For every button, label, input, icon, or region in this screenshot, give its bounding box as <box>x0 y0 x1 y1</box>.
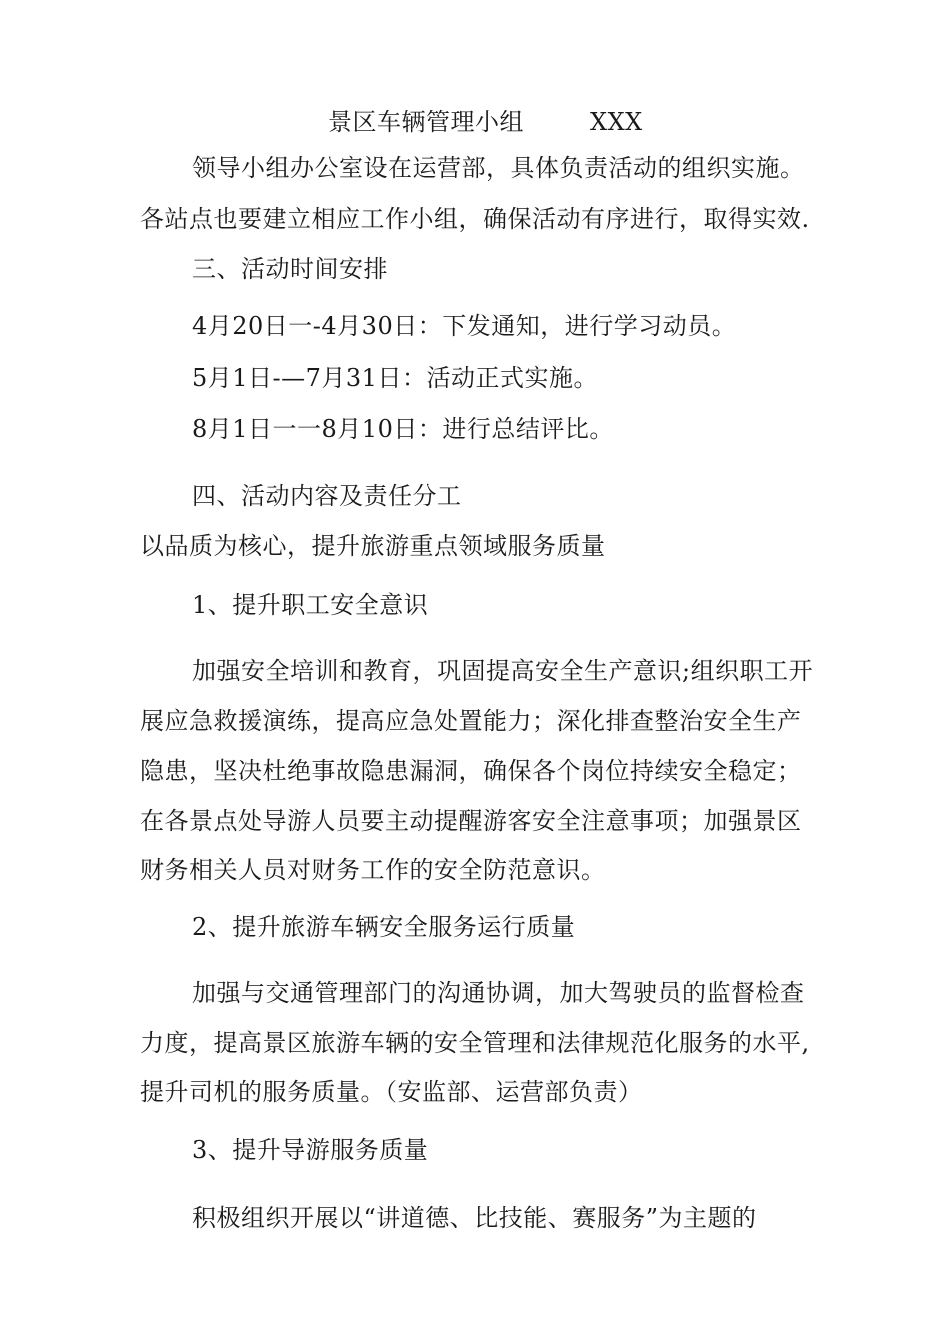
item-heading: 3、提升导游服务质量 <box>192 1136 429 1164</box>
paragraph-line: 加强与交通管理部门的沟通协调，加大驾驶员的监督检查 <box>192 979 805 1007</box>
item-heading: 2、提升旅游车辆安全服务运行质量 <box>192 913 576 941</box>
section-heading: 四、活动内容及责任分工 <box>192 482 462 510</box>
schedule-item: 4月20日一-4月30日：下发通知，进行学习动员。 <box>192 312 737 340</box>
header-code: XXX <box>590 108 643 136</box>
paragraph-line: 力度，提高景区旅游车辆的安全管理和法律规范化服务的水平, <box>140 1029 810 1057</box>
item-heading: 1、提升职工安全意识 <box>192 591 429 619</box>
paragraph-line: 积极组织开展以“讲道德、比技能、赛服务”为主题的 <box>192 1204 757 1232</box>
paragraph-line: 提升司机的服务质量。（安监部、运营部负责） <box>140 1078 643 1106</box>
schedule-item: 5月1日-—7月31日：活动正式实施。 <box>192 364 598 392</box>
paragraph-line: 在各景点处导游人员要主动提醒游客安全注意事项；加强景区 <box>140 807 802 835</box>
paragraph-line: 财务相关人员对财务工作的安全防范意识。 <box>140 856 606 884</box>
paragraph-line: 加强安全培训和教育，巩固提高安全生产意识;组织职工开 <box>192 657 814 685</box>
paragraph-line: 各站点也要建立相应工作小组，确保活动有序进行，取得实效. <box>140 205 810 233</box>
paragraph-line: 领导小组办公室设在运营部，具体负责活动的组织实施。 <box>192 154 805 182</box>
paragraph-line: 展应急救援演练，提高应急处置能力；深化排查整治安全生产 <box>140 707 802 735</box>
schedule-item: 8月1日一一8月10日：进行总结评比。 <box>192 415 614 443</box>
section-subheading: 以品质为核心，提升旅游重点领域服务质量 <box>140 532 606 560</box>
header-title: 景区车辆管理小组 <box>328 108 524 136</box>
section-heading: 三、活动时间安排 <box>192 255 388 283</box>
paragraph-line: 隐患，坚决杜绝事故隐患漏洞，确保各个岗位持续安全稳定； <box>140 757 802 785</box>
